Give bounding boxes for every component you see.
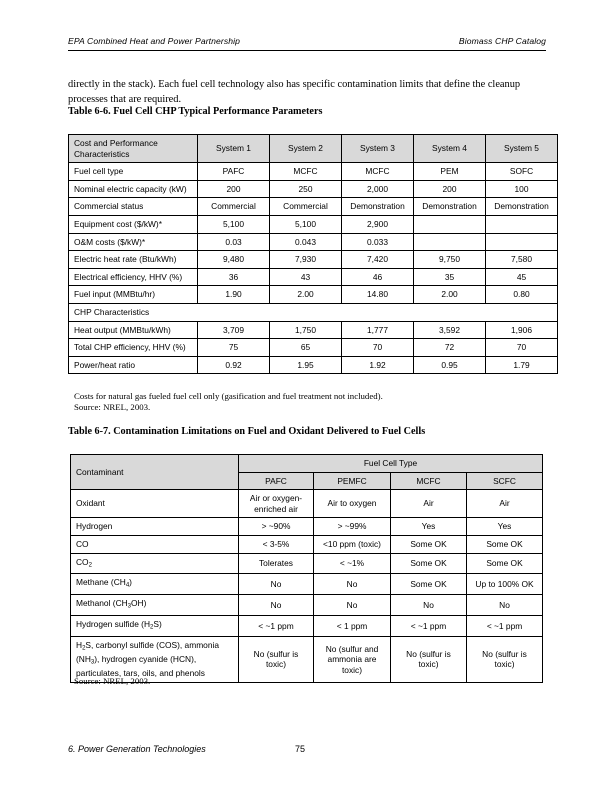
table-cell: No <box>314 595 391 616</box>
table-cell: 1.92 <box>342 356 414 374</box>
table1-notes <box>74 391 383 414</box>
table-row <box>69 180 558 198</box>
table-row <box>69 321 558 339</box>
table-cell <box>414 233 486 251</box>
table-cell: 9,750 <box>414 251 486 269</box>
fuel-cell-performance-table <box>68 134 558 374</box>
table-cell: Demonstration <box>486 198 558 216</box>
table-cell: 3,592 <box>414 321 486 339</box>
table-cell: < 3-5% <box>239 535 314 553</box>
table-row <box>69 198 558 216</box>
table-cell: 43 <box>270 268 342 286</box>
table-header-row <box>69 135 558 163</box>
table2-col-header: Contaminant <box>71 455 239 490</box>
table-cell: Demonstration <box>342 198 414 216</box>
table-row <box>71 535 543 553</box>
table-row <box>71 490 543 518</box>
table2-group-header: Fuel Cell Type <box>239 455 543 473</box>
table-cell <box>486 215 558 233</box>
table-cell <box>486 233 558 251</box>
table-cell: No <box>391 595 467 616</box>
table-row <box>69 286 558 304</box>
table-cell: Some OK <box>391 535 467 553</box>
row-label: Equipment cost ($/kW)* <box>69 215 198 233</box>
table-cell <box>414 215 486 233</box>
table-cell: 1,777 <box>342 321 414 339</box>
table-cell: 9,480 <box>198 251 270 269</box>
table-cell: <10 ppm (toxic) <box>314 535 391 553</box>
row-label: Fuel input (MMBtu/hr) <box>69 286 198 304</box>
row-label: $H_2S$, carbonyl sulfide (COS), ammonia $(NH_3)$, hydrogen cyanide (HCN), particulates, tars, oils, and phenols <box>71 637 239 682</box>
footer-page-number: 75 <box>295 744 306 754</box>
table-cell: 46 <box>342 268 414 286</box>
table-cell: 45 <box>486 268 558 286</box>
table-cell: MCFC <box>270 163 342 181</box>
table-cell: 0.92 <box>198 356 270 374</box>
row-label: Methanol $(CH_3OH)$ <box>71 595 239 616</box>
table-cell: 75 <box>198 339 270 357</box>
table2-type-header: PEMFC <box>314 472 391 490</box>
table-cell: 7,420 <box>342 251 414 269</box>
footer-section-title: 6. Power Generation Technologies <box>68 744 206 754</box>
table-cell: Some OK <box>467 553 543 574</box>
table-cell: > ~90% <box>239 518 314 536</box>
table-cell: No (sulfur and ammonia are toxic) <box>314 637 391 682</box>
row-label: Hydrogen <box>71 518 239 536</box>
table-cell: 2,000 <box>342 180 414 198</box>
table-cell: MCFC <box>342 163 414 181</box>
row-label: Total CHP efficiency, HHV (%) <box>69 339 198 357</box>
table-cell: 70 <box>486 339 558 357</box>
table-cell: Some OK <box>391 574 467 595</box>
table-section-row <box>69 303 558 321</box>
table-cell: < 1 ppm <box>314 616 391 637</box>
table2-notes <box>74 676 150 687</box>
table-cell: < ~1 ppm <box>467 616 543 637</box>
table2-type-header: PAFC <box>239 472 314 490</box>
table-cell: Yes <box>391 518 467 536</box>
table-cell: 2.00 <box>414 286 486 304</box>
table-cell: Air or oxygen-enriched air <box>239 490 314 518</box>
table-cell: 5,100 <box>270 215 342 233</box>
table2-caption: Table 6-7. Contamination Limitations on Fuel and Oxidant Delivered to Fuel Cells <box>68 426 426 437</box>
table-cell: 7,930 <box>270 251 342 269</box>
row-label: Commercial status <box>69 198 198 216</box>
table-cell: No <box>239 595 314 616</box>
header-rule <box>68 50 546 51</box>
table1-footnote: Costs for natural gas fueled fuel cell only (gasification and fuel treatment not included). <box>74 391 383 401</box>
table-cell: 0.80 <box>486 286 558 304</box>
table1-col-header: System 1 <box>198 135 270 163</box>
table-cell: No (sulfur is toxic) <box>391 637 467 682</box>
row-label: Hydrogen sulfide $(H_2S)$ <box>71 616 239 637</box>
row-label: Heat output (MMBtu/kWh) <box>69 321 198 339</box>
running-header-right: Biomass CHP Catalog <box>458 36 546 46</box>
row-label: Electrical efficiency, HHV (%) <box>69 268 198 286</box>
table-cell: 14.80 <box>342 286 414 304</box>
table2-source: Source: NREL, 2003. <box>74 676 151 686</box>
table-cell: Some OK <box>391 553 467 574</box>
row-label: Power/heat ratio <box>69 356 198 374</box>
table-cell: 36 <box>198 268 270 286</box>
table-cell: No <box>467 595 543 616</box>
row-label: Methane $(CH_4)$ <box>71 574 239 595</box>
row-label: Oxidant <box>71 490 239 518</box>
table1-col-header: System 2 <box>270 135 342 163</box>
table-cell: 1.79 <box>486 356 558 374</box>
table-cell: < ~1 ppm <box>239 616 314 637</box>
table-row <box>71 595 543 616</box>
table-row <box>69 233 558 251</box>
table1-col-header: System 3 <box>342 135 414 163</box>
table-cell: Some OK <box>467 535 543 553</box>
table-cell: 200 <box>414 180 486 198</box>
table-cell: Demonstration <box>414 198 486 216</box>
table-cell: No <box>239 574 314 595</box>
table-cell: 3,709 <box>198 321 270 339</box>
table1-source: Source: NREL, 2003. <box>74 402 151 413</box>
table-row <box>71 518 543 536</box>
table-cell: 1.90 <box>198 286 270 304</box>
table-cell: 0.95 <box>414 356 486 374</box>
row-label: $CO_2$ <box>71 553 239 574</box>
table-cell: PEM <box>414 163 486 181</box>
table-row <box>69 268 558 286</box>
table-cell: Commercial <box>270 198 342 216</box>
row-label: Fuel cell type <box>69 163 198 181</box>
table2-type-header: SCFC <box>467 472 543 490</box>
table-cell: > ~99% <box>314 518 391 536</box>
table-cell: 250 <box>270 180 342 198</box>
table-row <box>71 553 543 574</box>
contamination-limits-table <box>70 454 543 683</box>
table-cell: Air <box>391 490 467 518</box>
table1-col-header: System 4 <box>414 135 486 163</box>
table-row <box>69 251 558 269</box>
table-cell: Yes <box>467 518 543 536</box>
table-cell: 1,906 <box>486 321 558 339</box>
table-cell: 7,580 <box>486 251 558 269</box>
table-cell: Commercial <box>198 198 270 216</box>
table-cell: Air to oxygen <box>314 490 391 518</box>
table-cell: Air <box>467 490 543 518</box>
table-cell: < ~1 ppm <box>391 616 467 637</box>
table-header-row <box>71 455 543 473</box>
row-label: CO <box>71 535 239 553</box>
running-header-left: EPA Combined Heat and Power Partnership <box>68 36 241 46</box>
table-cell: 72 <box>414 339 486 357</box>
table-cell: No (sulfur is toxic) <box>467 637 543 682</box>
table-cell: 1,750 <box>270 321 342 339</box>
row-label: Nominal electric capacity (kW) <box>69 180 198 198</box>
table1-caption: Table 6-6. Fuel Cell CHP Typical Performance Parameters <box>68 106 323 117</box>
row-label: Electric heat rate (Btu/kWh) <box>69 251 198 269</box>
table-cell: Up to 100% OK <box>467 574 543 595</box>
table2-type-header: MCFC <box>391 472 467 490</box>
section-label: CHP Characteristics <box>69 303 558 321</box>
row-label: O&M costs ($/kW)* <box>69 233 198 251</box>
table-cell: 65 <box>270 339 342 357</box>
table-cell: 35 <box>414 268 486 286</box>
table-cell: < ~1% <box>314 553 391 574</box>
running-header <box>68 36 546 46</box>
table-cell: PAFC <box>198 163 270 181</box>
table-cell: 2.00 <box>270 286 342 304</box>
table-cell: 0.033 <box>342 233 414 251</box>
table-cell: 0.03 <box>198 233 270 251</box>
table1-col-header: System 5 <box>486 135 558 163</box>
table-cell: No (sulfur is toxic) <box>239 637 314 682</box>
table-row <box>71 574 543 595</box>
table-cell: 1.95 <box>270 356 342 374</box>
table-cell: 0.043 <box>270 233 342 251</box>
table-cell: 5,100 <box>198 215 270 233</box>
table-row <box>71 616 543 637</box>
table-cell: SOFC <box>486 163 558 181</box>
table-cell: No <box>314 574 391 595</box>
table-row <box>69 215 558 233</box>
table-cell: 2,900 <box>342 215 414 233</box>
table1-col-header: Cost and Performance Characteristics <box>69 135 198 163</box>
table-row <box>69 356 558 374</box>
table-cell: 200 <box>198 180 270 198</box>
table-cell: 70 <box>342 339 414 357</box>
body-paragraph: directly in the stack). Each fuel cell technology also has specific contamination limits that define the cleanup processes that are required. <box>68 79 521 105</box>
table-cell: 100 <box>486 180 558 198</box>
table-row <box>69 163 558 181</box>
table-cell: Tolerates <box>239 553 314 574</box>
table-row <box>69 339 558 357</box>
